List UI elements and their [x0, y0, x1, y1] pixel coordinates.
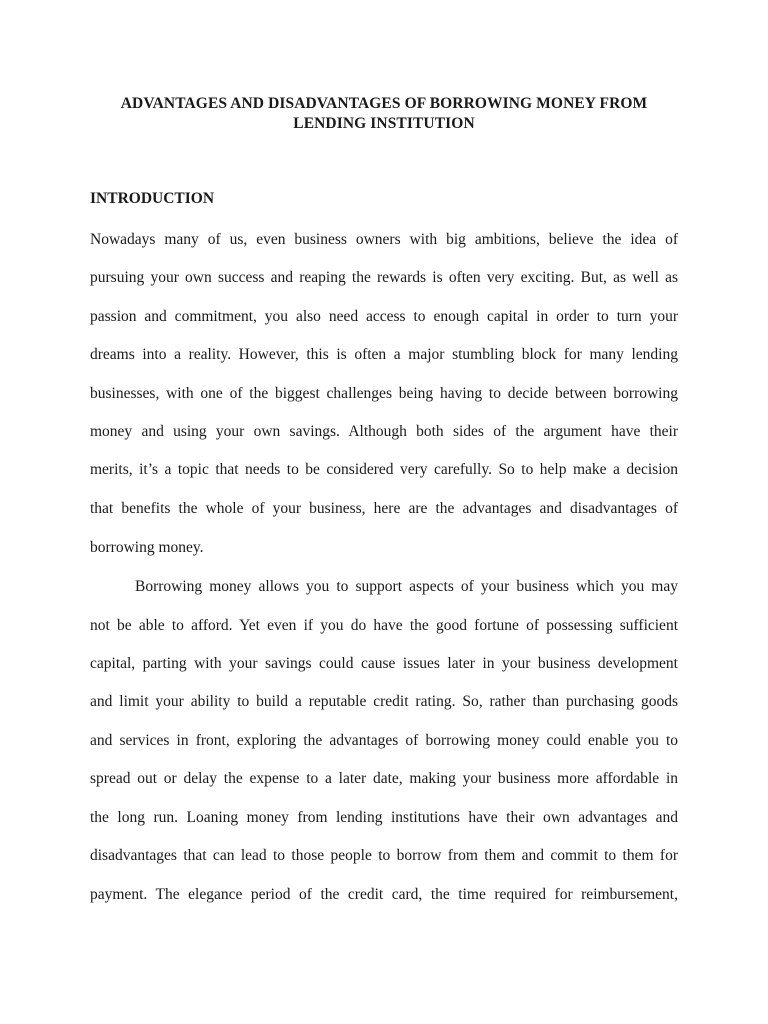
title-line-2: LENDING INSTITUTION — [293, 115, 475, 132]
document-title — [90, 94, 678, 134]
paragraph-1-line: borrowing money. — [90, 539, 204, 556]
paragraph-1-line: dreams into a reality. However, this is often a major stumbling block for many lending — [90, 346, 678, 363]
paragraph-2-line: disadvantages that can lead to those people to borrow from them and commit to them for — [90, 847, 678, 864]
paragraph-2-line: payment. The elegance period of the credit card, the time required for reimbursement, — [90, 886, 678, 903]
paragraph-1-line: businesses, with one of the biggest challenges being having to decide between borrowing — [90, 385, 678, 402]
paragraph-1-line: money and using your own savings. Although both sides of the argument have their — [90, 423, 678, 440]
paragraph-2-line: spread out or delay the expense to a later date, making your business more affordable in — [90, 770, 678, 787]
section-heading: INTRODUCTION — [90, 190, 215, 207]
paragraph-2-line: the long run. Loaning money from lending institutions have their own advantages and — [90, 809, 678, 826]
paragraph-2-line: and services in front, exploring the advantages of borrowing money could enable you to — [90, 732, 678, 749]
paragraph-2-line: capital, parting with your savings could cause issues later in your business development — [90, 655, 678, 672]
title-line-1: ADVANTAGES AND DISADVANTAGES OF BORROWING MONEY FROM — [120, 95, 648, 112]
paragraph-1-line: pursuing your own success and reaping the rewards is often very exciting. But, as well as — [90, 269, 678, 286]
paragraph-2-line: and limit your ability to build a reputable credit rating. So, rather than purchasing goods — [90, 693, 678, 710]
paragraph-1-line: Nowadays many of us, even business owners with big ambitions, believe the idea of — [90, 231, 678, 248]
paragraph-2-line: not be able to afford. Yet even if you do have the good fortune of possessing sufficient — [90, 617, 678, 634]
paragraph-2-line: Borrowing money allows you to support aspects of your business which you may — [135, 578, 678, 595]
paragraph-1-line: merits, it’s a topic that needs to be considered very carefully. So to help make a decision — [90, 461, 678, 478]
paragraph-1-line: that benefits the whole of your business, here are the advantages and disadvantages of — [90, 500, 678, 517]
paragraph-1-line: passion and commitment, you also need access to enough capital in order to turn your — [90, 308, 678, 325]
